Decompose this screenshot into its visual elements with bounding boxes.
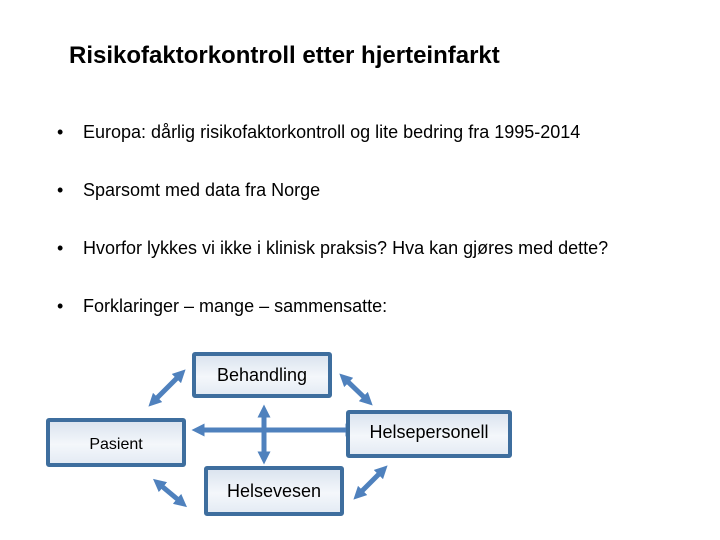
arrow-diagonal-top-left xyxy=(153,374,181,402)
bullet-dot: • xyxy=(57,122,64,142)
box-pasient-label: Pasient xyxy=(89,435,143,453)
box-helsepersonell xyxy=(346,410,512,458)
bullet-text-3: Hvorfor lykkes vi ikke i klinisk praksis? Hva kan gjøres med dette? xyxy=(83,238,609,258)
slide-title: Risikofaktorkontroll etter hjerteinfarkt xyxy=(69,42,500,69)
box-behandling-label: Behandling xyxy=(216,364,308,385)
box-helsepersonell-label: Helsepersonell xyxy=(369,421,489,442)
bullet-text-2: Sparsomt med data fra Norge xyxy=(83,180,321,200)
arrow-diagonal-top-right xyxy=(344,378,368,401)
box-behandling xyxy=(192,352,332,398)
bullet-dot: • xyxy=(57,180,64,200)
arrow-diagonal-bottom-left xyxy=(158,483,182,503)
arrow-diagonal-bottom-right xyxy=(358,470,383,495)
bullet-text-1: Europa: dårlig risikofaktorkontroll og lite bedring fra 1995-2014 xyxy=(83,122,581,142)
box-pasient xyxy=(46,418,186,467)
box-helsevesen-label: Helsevesen xyxy=(226,480,322,501)
bullet-dot: • xyxy=(57,238,64,258)
box-helsevesen xyxy=(204,466,344,516)
bullet-text-4: Forklaringer – mange – sammensatte: xyxy=(83,296,388,316)
bullet-dot: • xyxy=(57,296,64,316)
